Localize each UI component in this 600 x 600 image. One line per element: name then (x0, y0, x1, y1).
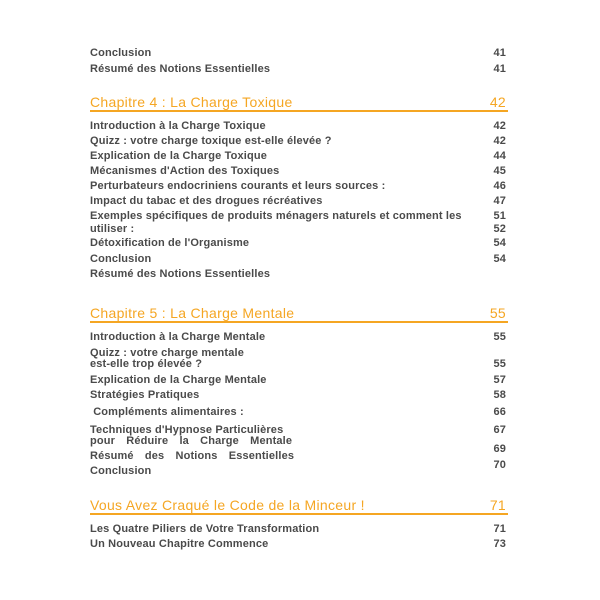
toc-entry-title: Exemples spécifiques de produits ménagers naturels et comment les (90, 210, 462, 222)
chapter-underline (90, 110, 508, 112)
toc-entry-title: Introduction à la Charge Mentale (90, 331, 266, 343)
toc-entry-page: 41 (493, 63, 506, 75)
toc-entry-page: 52 (493, 223, 506, 235)
toc-entry-page: 58 (493, 389, 506, 401)
toc-entry-page: 45 (493, 165, 506, 177)
chapter-title: Chapitre 4 : La Charge Toxique (90, 94, 293, 110)
chapter-underline (90, 321, 508, 323)
toc-entry-page: 41 (493, 47, 506, 59)
toc-entry-page: 42 (493, 135, 506, 147)
toc-entry-page: 55 (493, 331, 506, 343)
chapter-title: Vous Avez Craqué le Code de la Minceur ! (90, 497, 365, 513)
toc-entry-page: 51 (493, 210, 506, 222)
toc-entry-title: Quizz : votre charge toxique est-elle élevée ? (90, 135, 332, 147)
toc-entry-page: 46 (493, 180, 506, 192)
toc-entry-title: Conclusion (90, 253, 152, 265)
toc-entry-title: Un Nouveau Chapitre Commence (90, 538, 269, 550)
toc-entry-title: Conclusion (90, 47, 152, 59)
chapter-page: 55 (489, 305, 506, 321)
toc-entry-title: Techniques d'Hypnose Particulières (90, 424, 284, 436)
toc-entry-page: 70 (493, 459, 506, 471)
toc-entry-title: Résumé des Notions Essentielles (90, 450, 295, 462)
toc-entry-page: 57 (493, 374, 506, 386)
toc-entry-title: Impact du tabac et des drogues récréatives (90, 195, 323, 207)
toc-entry-title: Introduction à la Charge Toxique (90, 120, 266, 132)
toc-entry-page: 42 (493, 120, 506, 132)
toc-entry-page: 69 (493, 443, 506, 455)
chapter-underline (90, 513, 508, 515)
chapter-page: 71 (489, 497, 506, 513)
toc-entry-page: 66 (493, 406, 506, 418)
toc-entry-page: 47 (493, 195, 506, 207)
toc-entry-page: 54 (493, 237, 506, 249)
toc-entry-title: Quizz : votre charge mentale (90, 347, 244, 359)
toc-entry-page: 71 (493, 523, 506, 535)
toc-entry-page: 44 (493, 150, 506, 162)
toc-entry-title: Explication de la Charge Toxique (90, 150, 267, 162)
toc-entry-title: Conclusion (90, 465, 152, 477)
toc-entry-title: Résumé des Notions Essentielles (90, 63, 271, 75)
toc-entry-title: Compléments alimentaires : (90, 406, 244, 418)
toc-entry-title: Perturbateurs endocriniens courants et leurs sources : (90, 180, 386, 192)
toc-entry-title: Explication de la Charge Mentale (90, 374, 267, 386)
toc-entry-page: 54 (493, 253, 506, 265)
chapter-page: 42 (489, 94, 506, 110)
toc-entry-page: 67 (493, 424, 506, 436)
toc-entry-title: pour Réduire la Charge Mentale (90, 435, 293, 447)
toc-entry-title: Mécanismes d'Action des Toxiques (90, 165, 280, 177)
toc-entry-title: est-elle trop élevée ? (90, 358, 203, 370)
toc-entry-title: Résumé des Notions Essentielles (90, 268, 271, 280)
toc-entry-page: 73 (493, 538, 506, 550)
toc-entry-page: 55 (493, 358, 506, 370)
chapter-title: Chapitre 5 : La Charge Mentale (90, 305, 295, 321)
toc-entry-title: Stratégies Pratiques (90, 389, 200, 401)
toc-entry-title: utiliser : (90, 223, 135, 235)
toc-entry-title: Détoxification de l'Organisme (90, 237, 250, 249)
toc-entry-title: Les Quatre Piliers de Votre Transformation (90, 523, 320, 535)
